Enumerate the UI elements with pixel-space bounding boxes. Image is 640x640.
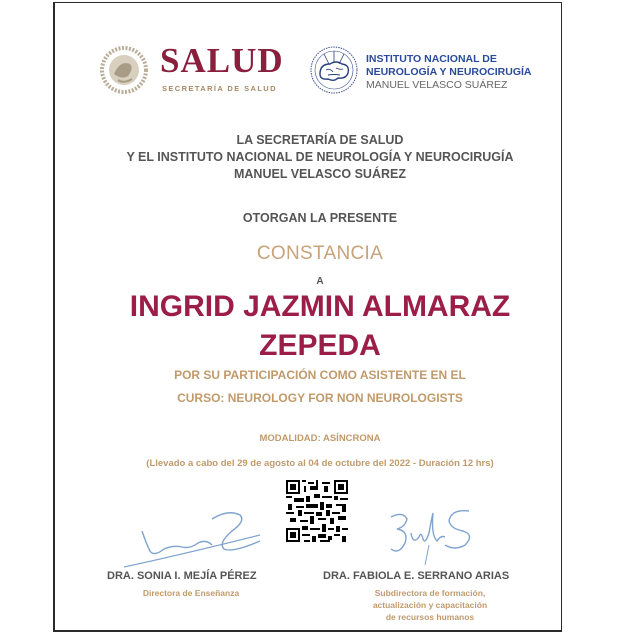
salud-wordmark: SALUD <box>160 41 284 80</box>
brain-emblem-icon <box>308 44 360 96</box>
to-label: A <box>316 276 324 287</box>
course-dates: (Llevado a cabo del 29 de agosto al 04 de octubre del 2022 - Duración 12 hrs) <box>146 458 494 469</box>
document-type: CONSTANCIA <box>256 243 384 264</box>
signer-1-name: DRA. SONIA I. MEJÍA PÉREZ <box>107 570 257 582</box>
signer-1-role: Directora de Enseñanza <box>142 588 240 598</box>
signer-2-role-line2: actualización y capacitación <box>372 600 488 610</box>
modality: MODALIDAD: ASÍNCRONA <box>259 433 381 444</box>
signer-2-name: DRA. FABIOLA E. SERRANO ARIAS <box>323 570 510 582</box>
signer-2-role-line3: de recursos humanos <box>385 612 475 622</box>
signer-2-role-line1: Subdirectora de formación, <box>374 588 486 598</box>
signature-fabiola-serrano-arias <box>385 505 485 570</box>
signature-sonia-mejia-perez <box>120 505 280 570</box>
qr-code-icon <box>286 480 348 542</box>
institute-name-line2: NEUROLOGÍA Y NEUROCIRUGÍA <box>366 66 532 78</box>
salud-subtitle: SECRETARÍA DE SALUD <box>162 84 277 93</box>
recipient-name-line2: ZEPEDA <box>259 329 381 362</box>
issuer-line-2: Y EL INSTITUTO NACIONAL DE NEUROLOGÍA Y NEUROCIRUGÍA <box>126 150 514 164</box>
issuer-line-1: LA SECRETARÍA DE SALUD <box>236 133 404 147</box>
issuer-line-3: MANUEL VELASCO SUÁREZ <box>233 167 406 181</box>
mexico-coat-of-arms-icon <box>100 46 148 94</box>
institute-name-line3: MANUEL VELASCO SUÁREZ <box>366 79 508 91</box>
recipient-name-line1: INGRID JAZMIN ALMARAZ <box>129 290 511 323</box>
reason-line2: CURSO: NEUROLOGY FOR NON NEUROLOGISTS <box>177 391 463 405</box>
reason-line1: POR SU PARTICIPACIÓN COMO ASISTENTE EN EL <box>174 368 466 382</box>
grant-text: OTORGAN LA PRESENTE <box>242 211 398 225</box>
institute-name-line1: INSTITUTO NACIONAL DE <box>366 53 497 65</box>
